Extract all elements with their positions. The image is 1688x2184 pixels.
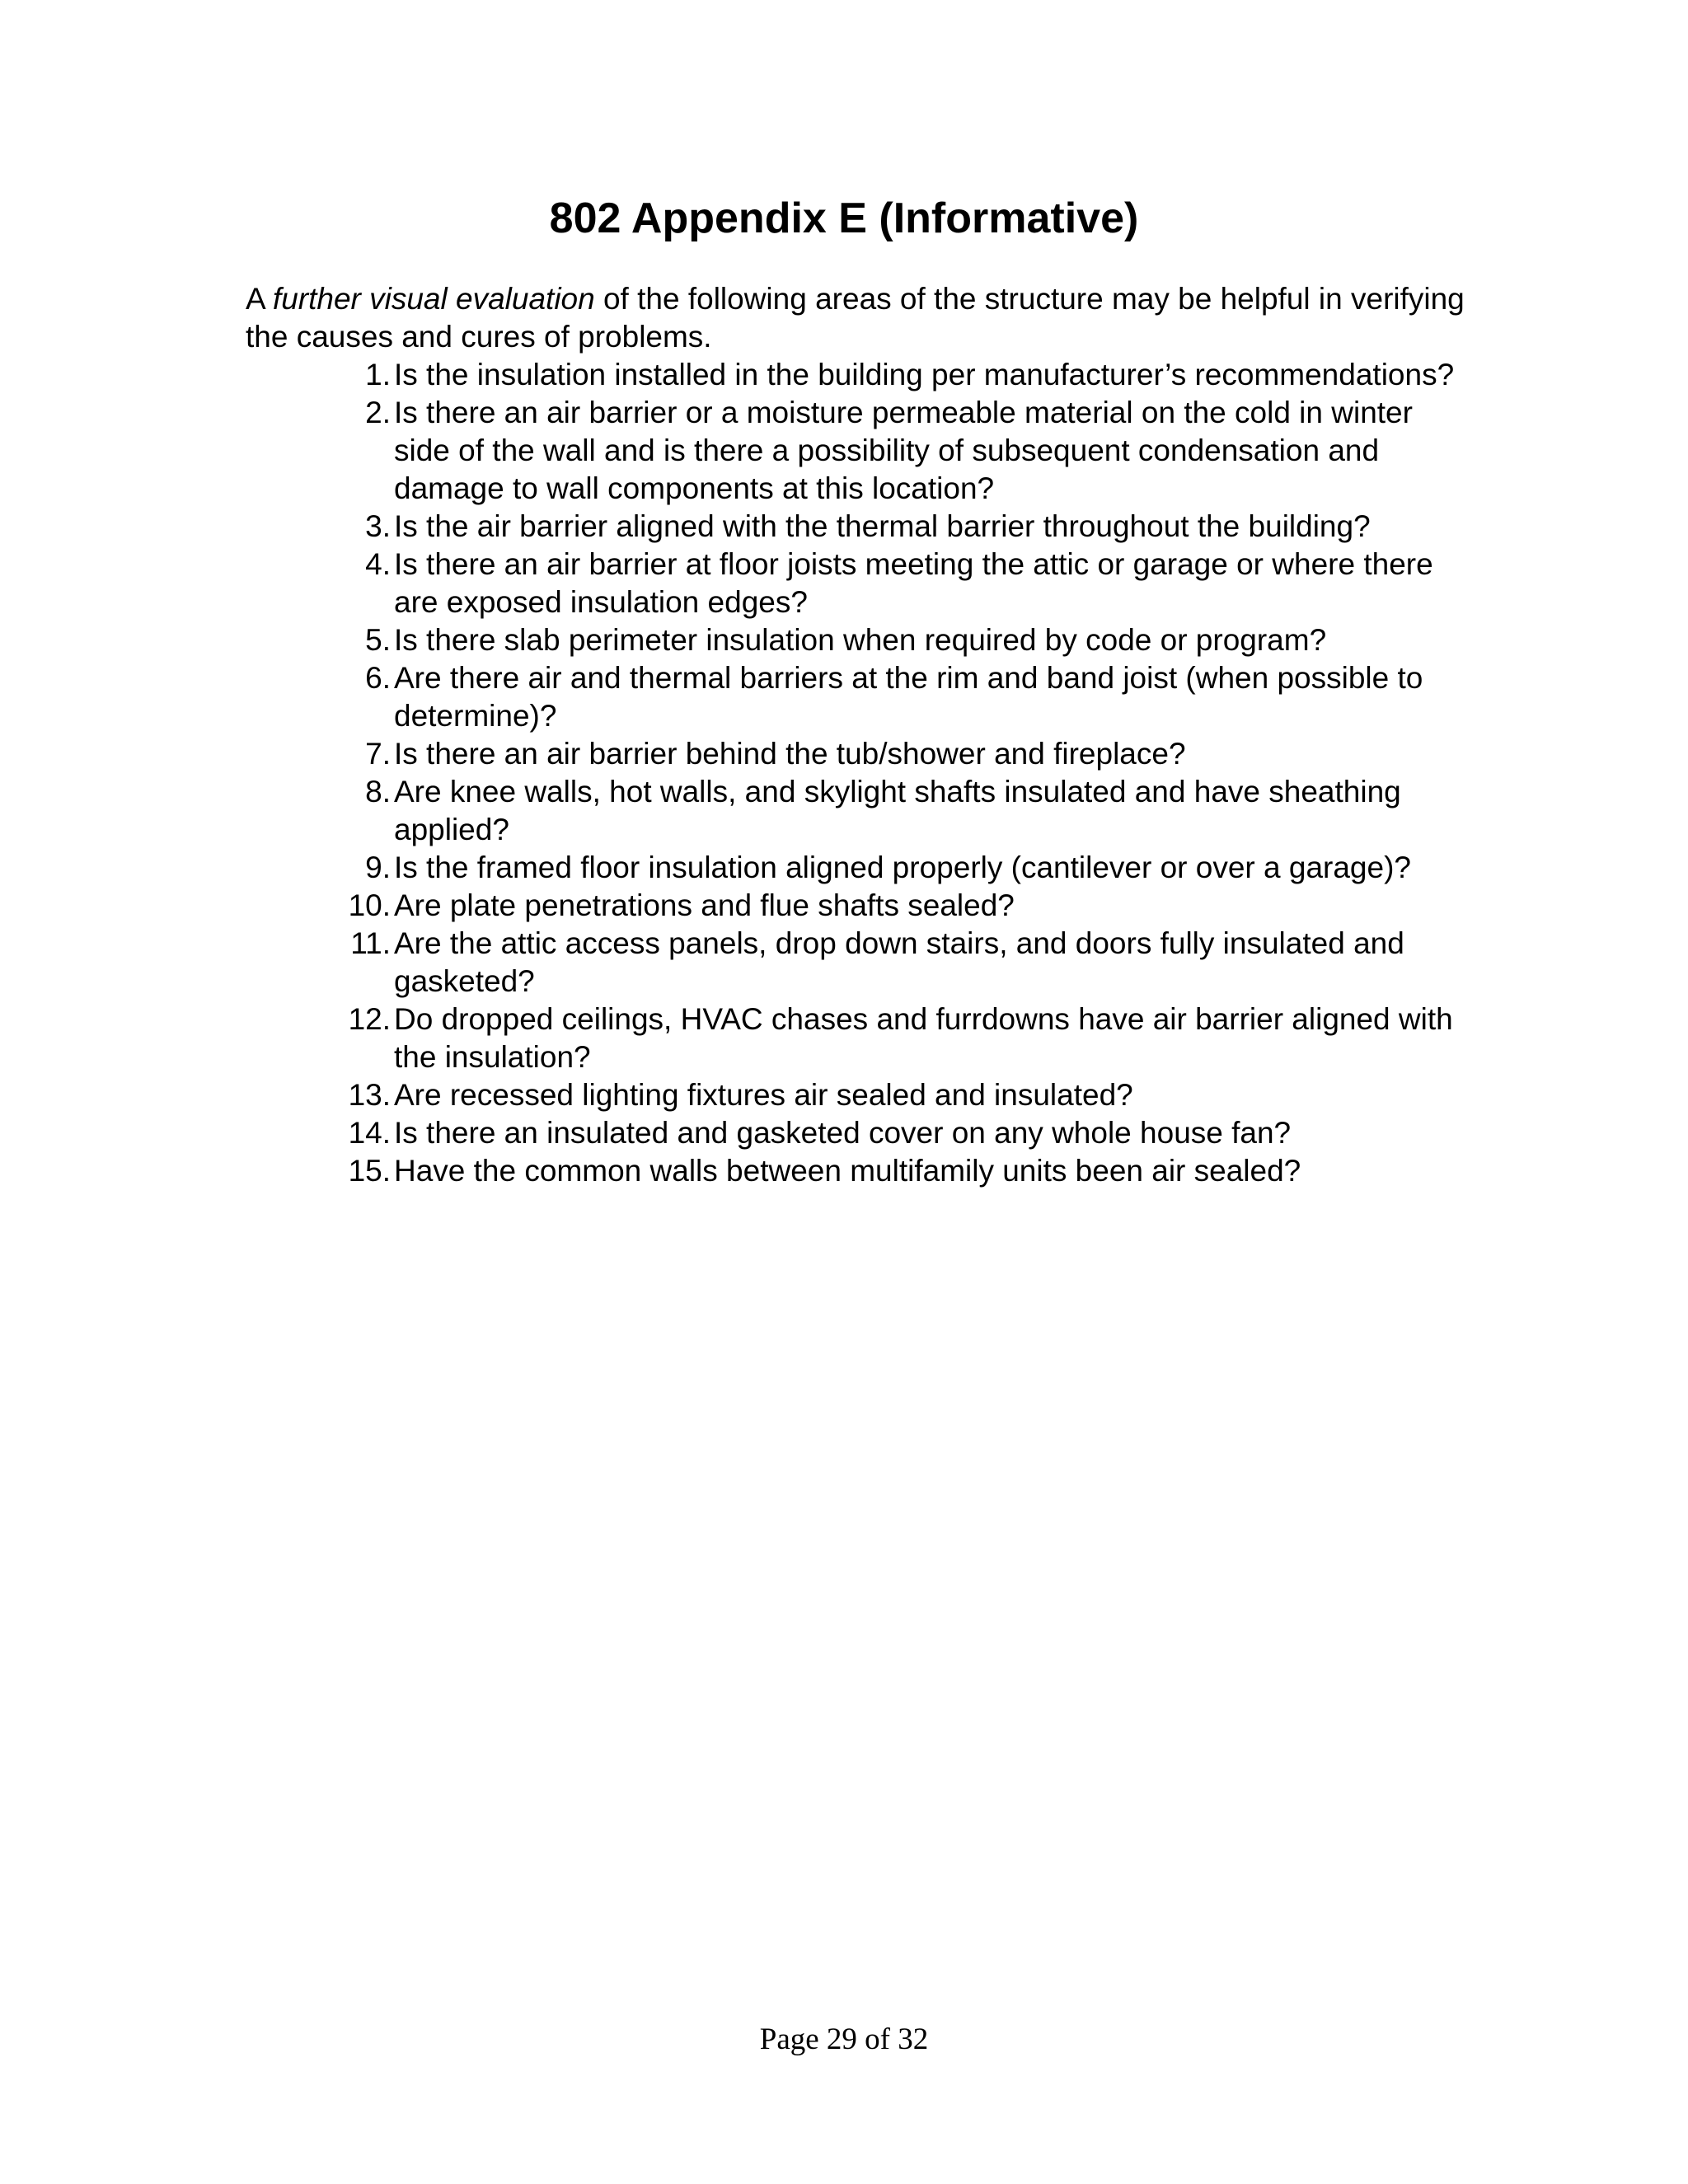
list-item: [246, 887, 1465, 925]
list-item-number: 2.: [365, 396, 391, 429]
list-item: [246, 1001, 1465, 1076]
list-item-text: Is there slab perimeter insulation when required by code or program?: [394, 623, 1327, 657]
list-item: [246, 356, 1465, 394]
list-item-text: Are plate penetrations and flue shafts sealed?: [394, 888, 1015, 922]
question-list: [246, 356, 1465, 1190]
list-item-text: Is the framed floor insulation aligned properly (cantilever or over a garage)?: [394, 851, 1411, 884]
list-item-number: 15.: [348, 1154, 391, 1188]
list-item-text: Is the insulation installed in the building per manufacturer’s recommendations?: [394, 358, 1455, 391]
list-item: [246, 849, 1465, 887]
list-item-text: Do dropped ceilings, HVAC chases and furrdowns have air barrier aligned with the insulation?: [394, 1002, 1453, 1074]
list-item-text: Is there an air barrier behind the tub/shower and fireplace?: [394, 737, 1186, 771]
list-item: [246, 735, 1465, 773]
list-item-number: 7.: [365, 737, 391, 771]
list-item: [246, 621, 1465, 659]
list-item: [246, 1076, 1465, 1114]
list-item: [246, 1152, 1465, 1190]
list-item-text: Is there an air barrier or a moisture permeable material on the cold in winter side of the wall and is there a possibility of subsequent condensation and damage to wall components at this location?: [394, 396, 1413, 505]
list-item-number: 5.: [365, 623, 391, 657]
page-number-footer: Page 29 of 32: [759, 2022, 929, 2056]
list-item-text: Have the common walls between multifamily units been air sealed?: [394, 1154, 1301, 1188]
list-item-text: Are recessed lighting fixtures air sealed and insulated?: [394, 1078, 1133, 1112]
list-item-number: 10.: [348, 888, 391, 922]
list-item-text: Is the air barrier aligned with the thermal barrier throughout the building?: [394, 509, 1371, 543]
list-item-number: 11.: [350, 926, 391, 960]
list-item: [246, 773, 1465, 849]
intro-suffix: of the following areas of the structure may be helpful in verifying the causes and cures of problems.: [246, 282, 1465, 354]
list-item-number: 6.: [365, 661, 391, 695]
list-item: [246, 546, 1465, 621]
list-item-text: Is there an insulated and gasketed cover on any whole house fan?: [394, 1116, 1292, 1150]
intro-emphasis: further visual evaluation: [272, 282, 595, 316]
list-item-number: 4.: [365, 547, 391, 581]
intro-prefix: A: [246, 282, 273, 316]
page-title: 802 Appendix E (Informative): [549, 194, 1139, 242]
list-item-number: 3.: [365, 509, 391, 543]
list-item-number: 14.: [348, 1116, 391, 1150]
list-item-text: Are there air and thermal barriers at the rim and band joist (when possible to determine)?: [394, 661, 1423, 733]
list-item-text: Are knee walls, hot walls, and skylight shafts insulated and have sheathing applied?: [394, 775, 1401, 846]
page-content: [246, 280, 1465, 1190]
list-item-number: 13.: [348, 1078, 391, 1112]
list-item: [246, 659, 1465, 735]
list-item-number: 12.: [348, 1002, 391, 1036]
list-item: [246, 508, 1465, 546]
list-item: [246, 394, 1465, 508]
list-item-number: 1.: [365, 358, 391, 391]
list-item: [246, 925, 1465, 1001]
list-item: [246, 1114, 1465, 1152]
list-item-number: 9.: [365, 851, 391, 884]
list-item-number: 8.: [365, 775, 391, 808]
list-item-text: Is there an air barrier at floor joists meeting the attic or garage or where there are exposed insulation edges?: [394, 547, 1433, 619]
intro-paragraph: [246, 280, 1465, 356]
list-item-text: Are the attic access panels, drop down stairs, and doors fully insulated and gasketed?: [394, 926, 1404, 998]
